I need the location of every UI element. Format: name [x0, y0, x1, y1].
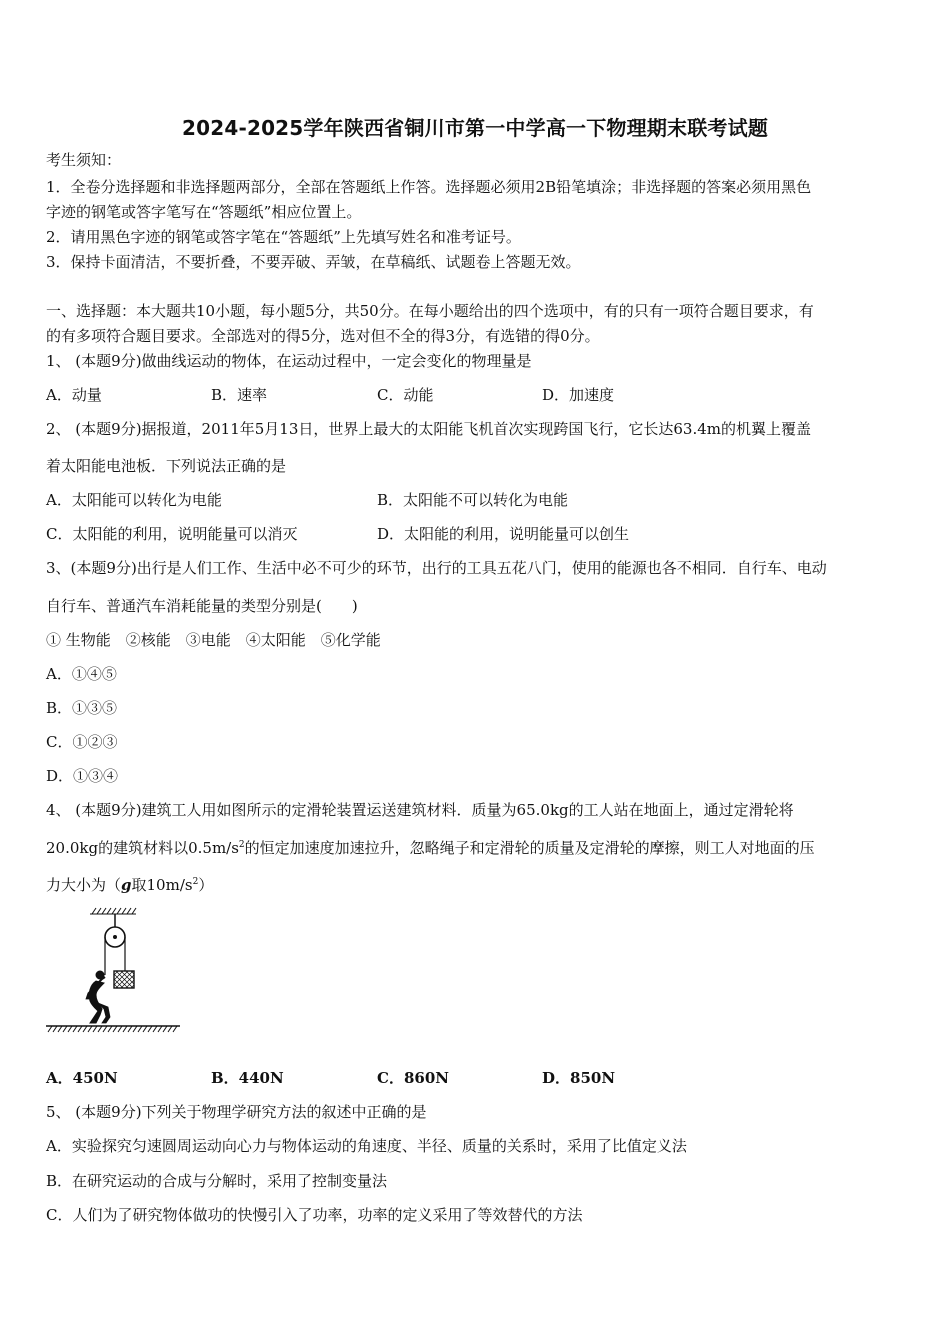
q4-option-c: C．860N [377, 1069, 449, 1087]
q5-option-a: A．实验探究匀速圆周运动向心力与物体运动的角速度、半径、质量的关系时，采用了比值定义法 [46, 1137, 687, 1155]
question-2-stem: 2、 (本题9分)据报道，2011年5月13日，世界上最大的太阳能飞机首次实现跨国飞行，它长达63.4m的机翼上覆盖 [46, 420, 811, 438]
q3-energy-choices: ① 生物能 ②核能 ③电能 ④太阳能 ⑤化学能 [46, 631, 381, 649]
notice-item-2: 2．请用黑色字迹的钢笔或答字笔在“答题纸”上先填写姓名和准考证号。 [46, 228, 521, 246]
q2-option-d: D．太阳能的利用，说明能量可以创生 [377, 525, 630, 543]
question-4-stem-end: 力大小为（g取$10m/s^2$） [46, 876, 214, 894]
q1-option-d: D．加速度 [542, 386, 615, 404]
q1-option-b: B．速率 [211, 386, 268, 404]
pulley-figure [44, 905, 184, 1035]
ground-hatch [46, 1026, 180, 1032]
question-3-stem: 3、(本题9分)出行是人们工作、生活中必不可少的环节，出行的工具五花八门，使用的能源也各不相同．自行车、电动 [46, 559, 827, 577]
q2-option-c: C．太阳能的利用，说明能量可以消灭 [46, 525, 298, 543]
q1-option-a: A．动量 [46, 386, 102, 404]
notice-item-3: 3．保持卡面清洁，不要折叠，不要弄破、弄皱，在草稿纸、试题卷上答题无效。 [46, 253, 581, 271]
q1-option-c: C．动能 [377, 386, 434, 404]
question-1-stem: 1、 (本题9分)做曲线运动的物体，在运动过程中，一定会变化的物理量是 [46, 352, 532, 370]
q3-option-a: A．①④⑤ [46, 665, 117, 683]
notice-heading: 考生须知： [46, 151, 122, 169]
q4-option-a: A．450N [46, 1069, 118, 1087]
q2-option-b: B．太阳能不可以转化为电能 [377, 491, 569, 509]
q3-option-d: D．①③④ [46, 767, 119, 785]
question-5-stem: 5、 (本题9分)下列关于物理学研究方法的叙述中正确的是 [46, 1103, 427, 1121]
q5-option-b: B．在研究运动的合成与分解时，采用了控制变量法 [46, 1172, 388, 1190]
q5-option-c: C．人们为了研究物体做功的快慢引入了功率，功率的定义采用了等效替代的方法 [46, 1206, 583, 1224]
q3-option-c: C．①②③ [46, 733, 118, 751]
question-4-stem: 4、 (本题9分)建筑工人用如图所示的定滑轮装置运送建筑材料．质量为65.0kg的工人站在地面上，通过定滑轮将 [46, 801, 794, 819]
question-3-stem-cont: 自行车、普通汽车消耗能量的类型分别是( ) [46, 597, 358, 615]
pulley-axle [113, 935, 117, 939]
q2-option-a: A．太阳能可以转化为电能 [46, 491, 222, 509]
question-2-stem-cont: 着太阳能电池板．下列说法正确的是 [46, 457, 287, 475]
ceiling-hatch [90, 908, 136, 914]
q3-option-b: B．①③⑤ [46, 699, 118, 717]
notice-item-1: 1．全卷分选择题和非选择题两部分，全部在答题纸上作答。选择题必须用2B铅笔填涂；非选择题的答案必须用黑色 [46, 178, 812, 196]
q4-option-b: B．440N [211, 1069, 284, 1087]
section-instructions-cont: 的有多项符合题目要求。全部选对的得5分，选对但不全的得3分，有选错的得0分。 [46, 327, 600, 345]
q4-option-d: D．850N [542, 1069, 616, 1087]
notice-item-1-cont: 字迹的钢笔或答字笔写在“答题纸”相应位置上。 [46, 203, 362, 221]
worker-figure [86, 971, 110, 1023]
exam-title: 2024-2025学年陕西省铜川市第一中学高一下物理期末联考试题 [181, 116, 769, 140]
question-4-stem-cont: 20.0kg的建筑材料以$0.5m/s^2$的恒定加速度加速拉升，忽略绳子和定滑轮的质量及定滑轮的摩擦，则工人对地面的压 [46, 839, 815, 857]
section-instructions: 一、选择题：本大题共10小题，每小题5分，共50分。在每小题给出的四个选项中，有的只有一项符合题目要求，有 [46, 302, 814, 320]
